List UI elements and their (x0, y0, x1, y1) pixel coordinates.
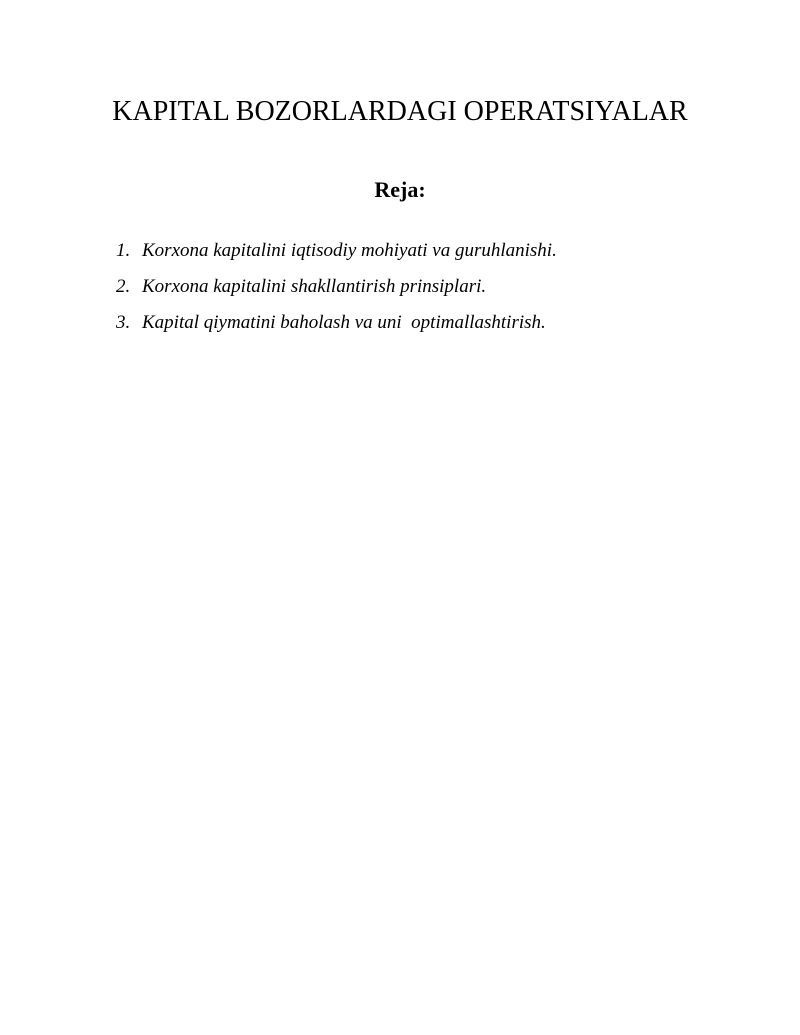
plan-item (116, 308, 756, 344)
plan-heading: Reja: (374, 177, 426, 202)
plan-item-number: 3. (116, 312, 131, 333)
plan-item-text: Korxona kapitalini iqtisodiy mohiyati va guruhlanishi. (142, 240, 557, 261)
plan-item-text: Kapital qiymatini baholash va uni optimallashtirish. (142, 312, 546, 333)
plan-list (116, 236, 756, 344)
document-title: KAPITAL BOZORLARDAGI OPERATSIYALAR (112, 96, 688, 127)
plan-item (116, 236, 756, 272)
plan-item-number: 2. (116, 276, 131, 297)
plan-item-number: 1. (116, 240, 131, 261)
plan-item (116, 272, 756, 308)
plan-item-text: Korxona kapitalini shakllantirish prinsiplari. (142, 276, 487, 297)
